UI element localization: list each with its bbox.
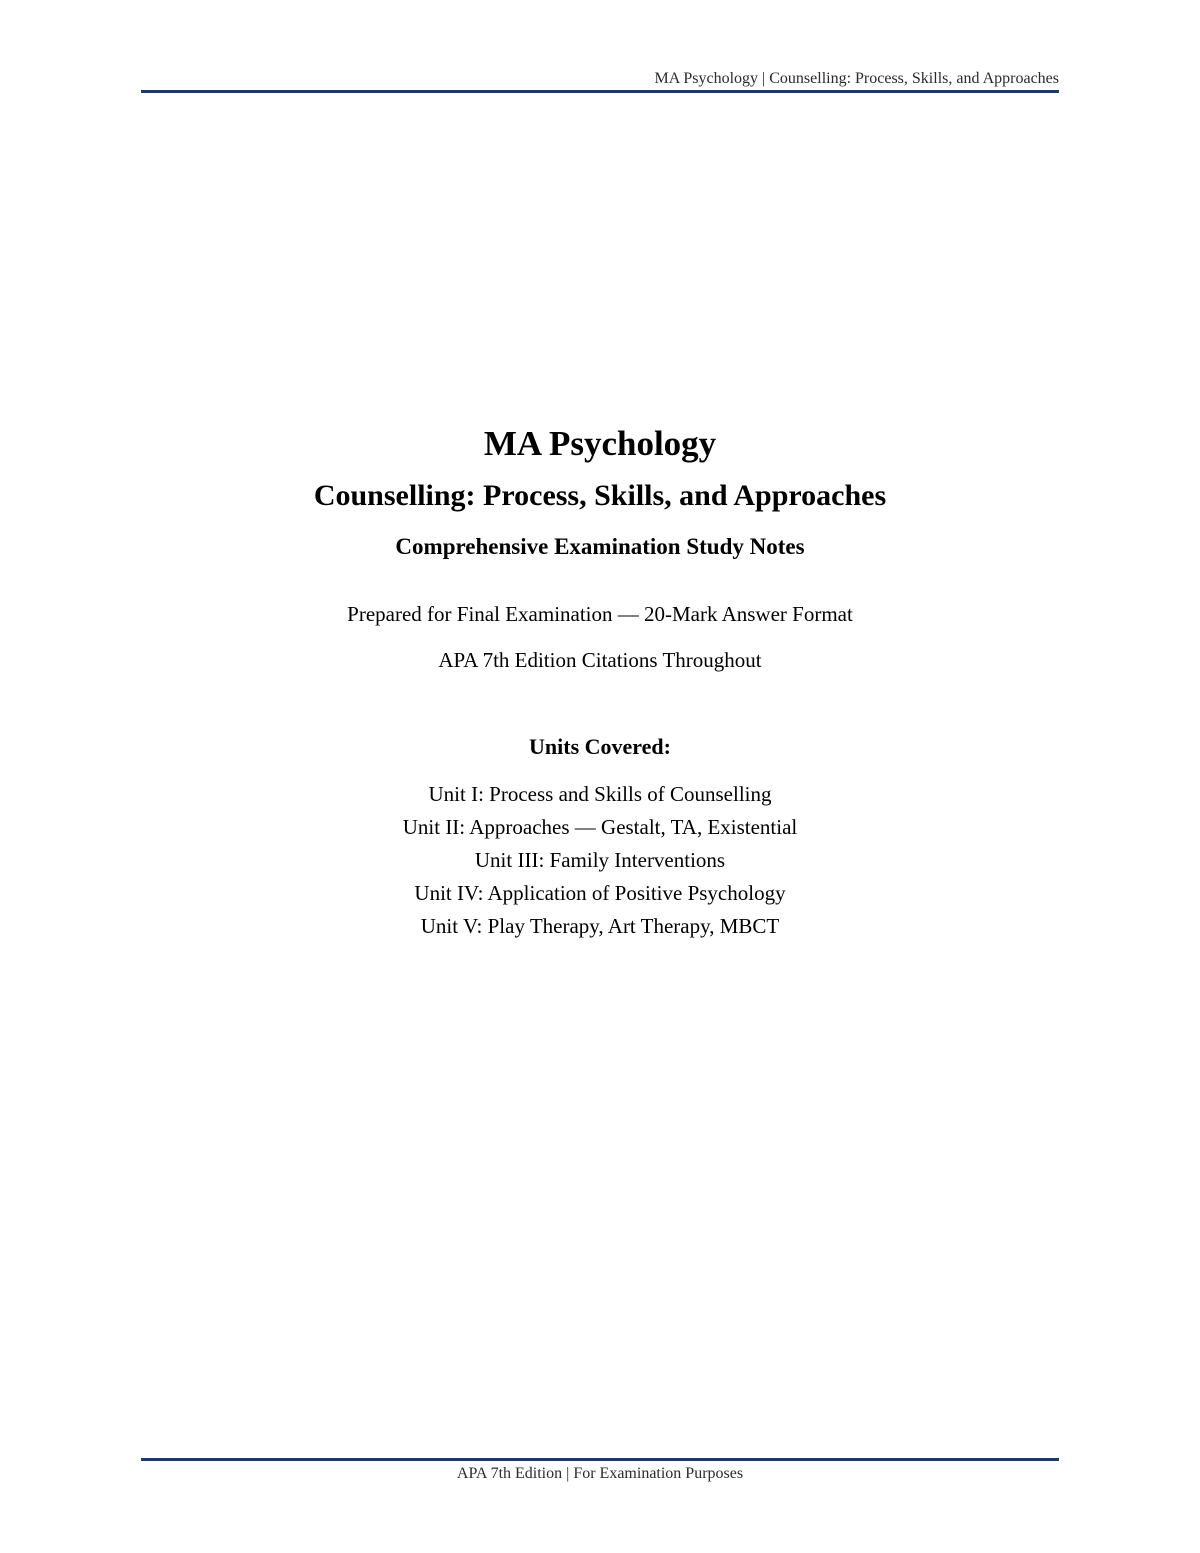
apa-line: APA 7th Edition Citations Throughout (438, 648, 762, 672)
header-rule (141, 90, 1059, 93)
unit-item-1: Unit I: Process and Skills of Counselling (428, 782, 772, 806)
unit-item-4: Unit IV: Application of Positive Psychology (414, 881, 786, 905)
unit-item-3: Unit III: Family Interventions (474, 848, 726, 872)
main-title: MA Psychology (483, 424, 717, 463)
sub-subtitle: Comprehensive Examination Study Notes (395, 534, 805, 559)
subtitle: Counselling: Process, Skills, and Approaches (313, 479, 887, 512)
prepared-line: Prepared for Final Examination — 20-Mark Answer Format (347, 602, 853, 626)
unit-item-5: Unit V: Play Therapy, Art Therapy, MBCT (420, 914, 780, 938)
title-block (0, 420, 1200, 943)
page-header (141, 66, 1059, 94)
footer-text: APA 7th Edition | For Examination Purposes (456, 1465, 744, 1482)
footer-rule (141, 1458, 1059, 1461)
page-footer (141, 1458, 1059, 1488)
header-text: MA Psychology | Counselling: Process, Skills, and Approaches (654, 70, 1059, 87)
units-list (0, 778, 1200, 943)
unit-item-2: Unit II: Approaches — Gestalt, TA, Existential (402, 815, 798, 839)
units-heading: Units Covered: (529, 734, 671, 759)
